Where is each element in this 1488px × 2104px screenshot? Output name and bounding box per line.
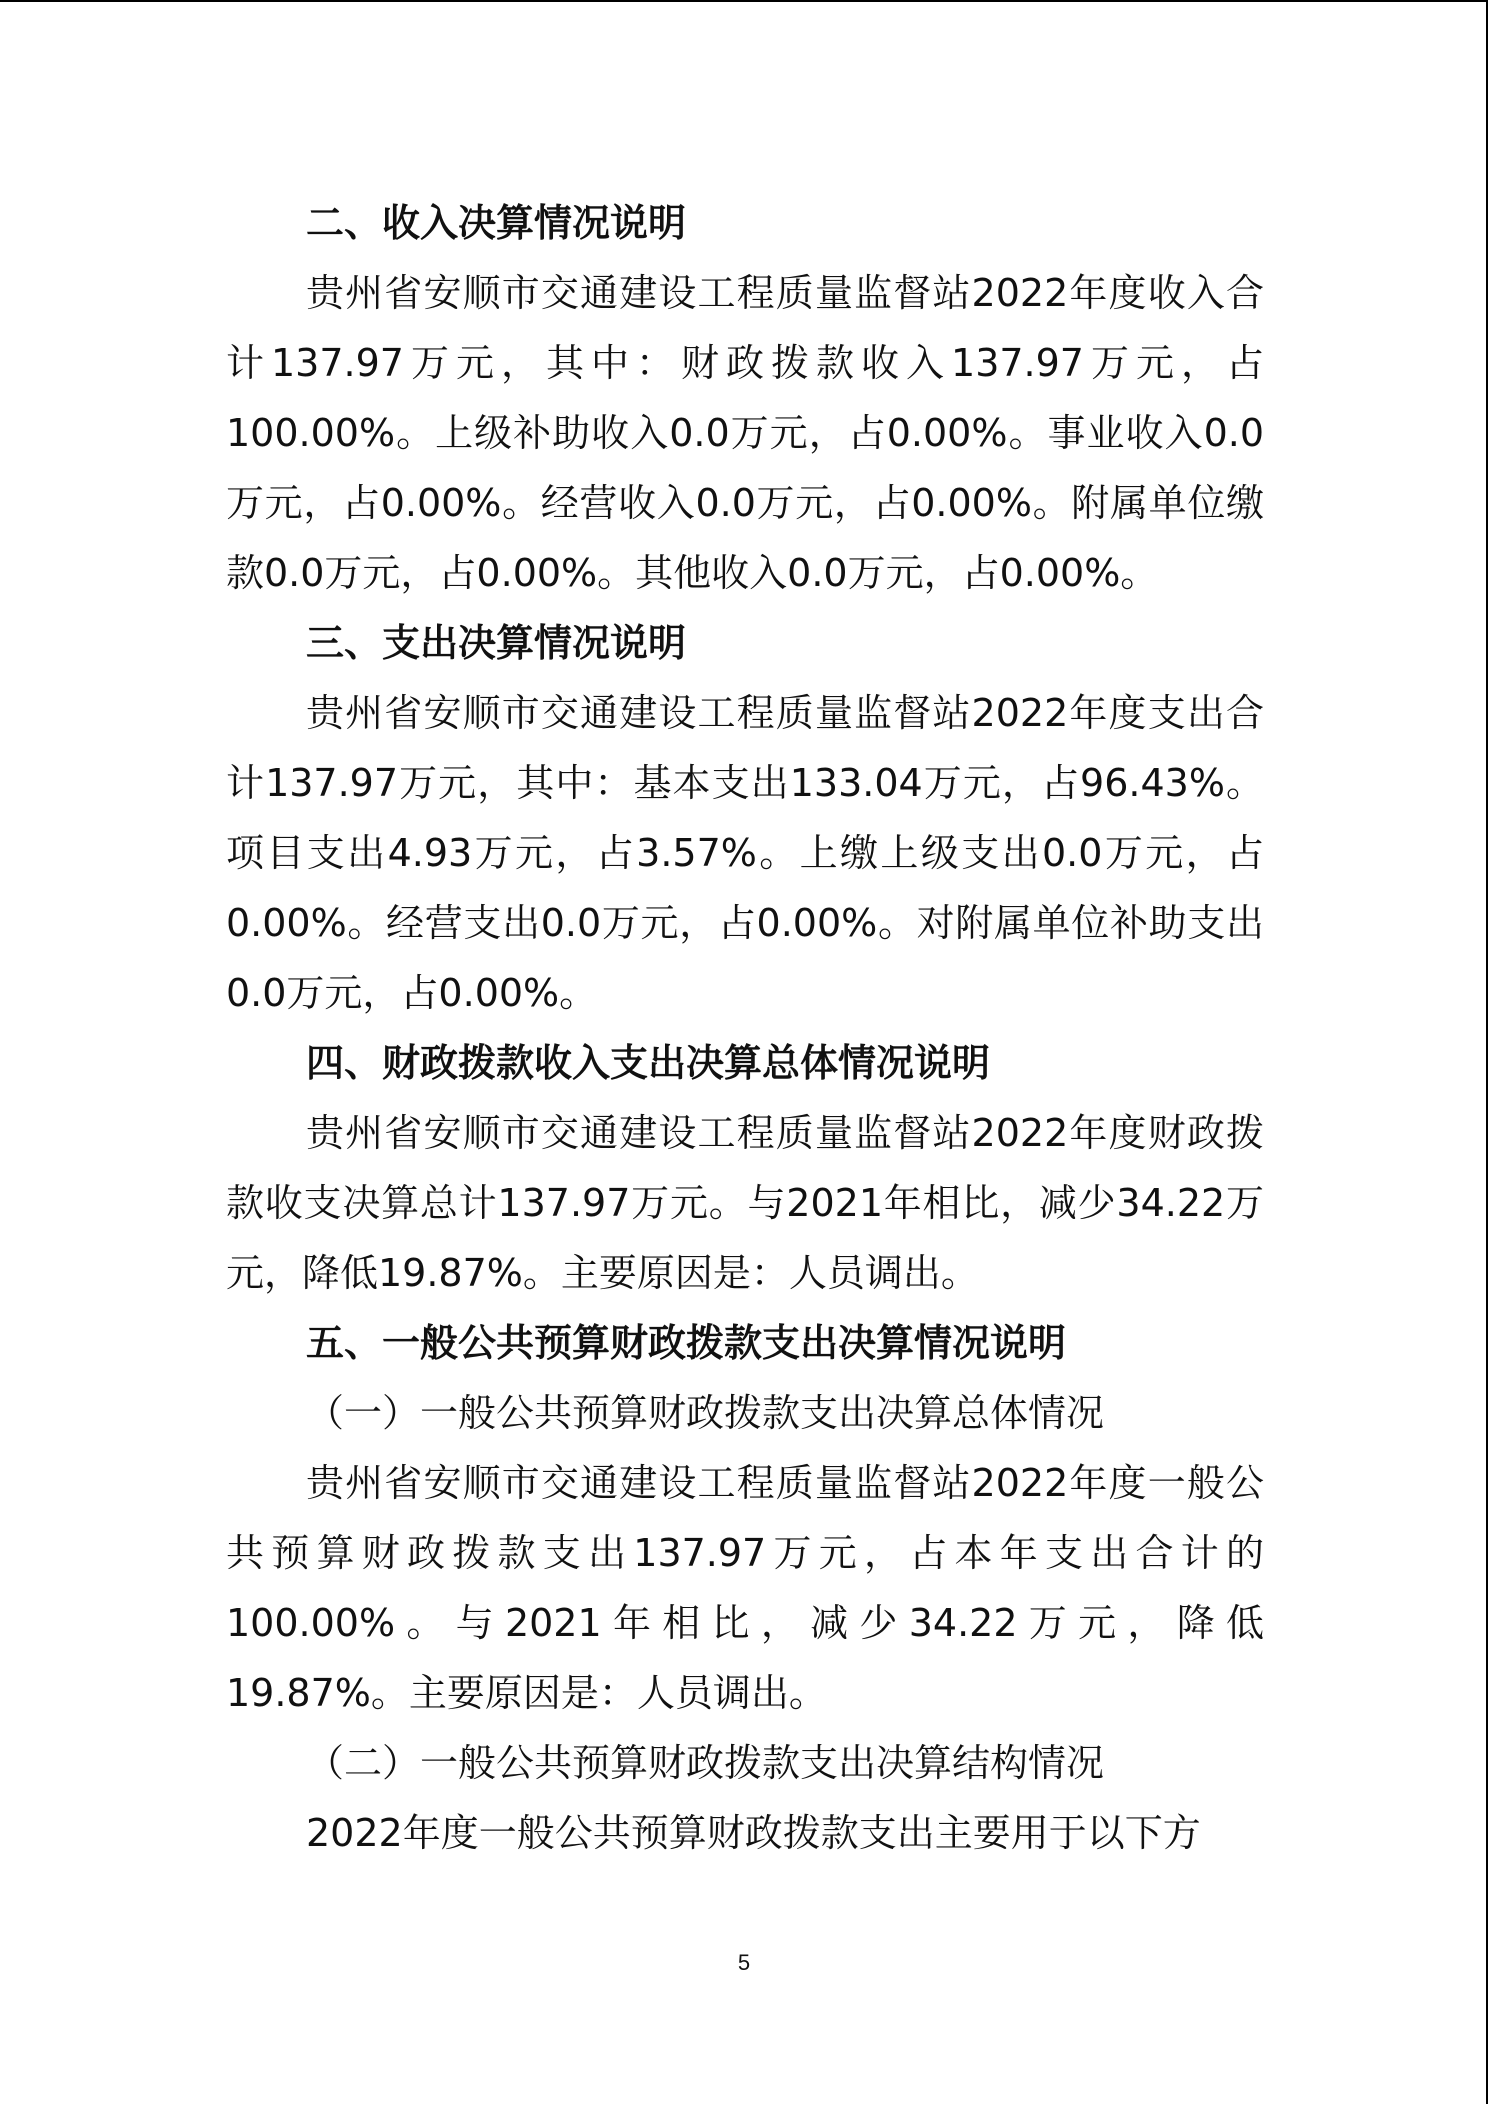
income-section-heading: 二、收入决算情况说明 [306, 201, 687, 245]
general-budget-structure-paragraph: 2022年度一般公共预算财政拨款支出主要用于以下方 [306, 1811, 1201, 1855]
page-number: 5 [737, 1950, 751, 1975]
fiscal-overall-section-paragraph: 贵州省安顺市交通建设工程质量监督站2022年度财政拨款收支决算总计137.97万元。与2021年相比，减少34.22万元，降低19.87%。主要原因是：人员调出。 [226, 1111, 1264, 1295]
fiscal-overall-section-heading: 四、财政拨款收入支出决算总体情况说明 [306, 1041, 991, 1085]
general-budget-overall-paragraph: 贵州省安顺市交通建设工程质量监督站2022年度一般公共预算财政拨款支出137.97万元，占本年支出合计的100.00%。与2021年相比，减少34.22万元，降低19.87%。主要原因是：人员调出。 [226, 1461, 1264, 1715]
expenditure-section-heading: 三、支出决算情况说明 [306, 621, 687, 665]
general-budget-section-heading: 五、一般公共预算财政拨款支出决算情况说明 [306, 1321, 1067, 1365]
general-budget-subheading-overall: （一）一般公共预算财政拨款支出决算总体情况 [306, 1391, 1105, 1435]
page-top-border [0, 0, 1488, 2]
general-budget-subheading-structure: （二）一般公共预算财政拨款支出决算结构情况 [306, 1741, 1105, 1785]
document-body [226, 188, 1264, 1868]
expenditure-section-paragraph: 贵州省安顺市交通建设工程质量监督站2022年度支出合计137.97万元，其中：基本支出133.04万元，占96.43%。项目支出4.93万元，占3.57%。上缴上级支出0.0万元，占0.00%。经营支出0.0万元，占0.00%。对附属单位补助支出0.0万元，占0.00%。 [226, 691, 1264, 1015]
income-section-paragraph: 贵州省安顺市交通建设工程质量监督站2022年度收入合计137.97万元，其中：财政拨款收入137.97万元，占100.00%。上级补助收入0.0万元，占0.00%。事业收入0.0万元，占0.00%。经营收入0.0万元，占0.00%。附属单位缴款0.0万元，占0.00%。其他收入0.0万元，占0.00%。 [226, 271, 1264, 595]
